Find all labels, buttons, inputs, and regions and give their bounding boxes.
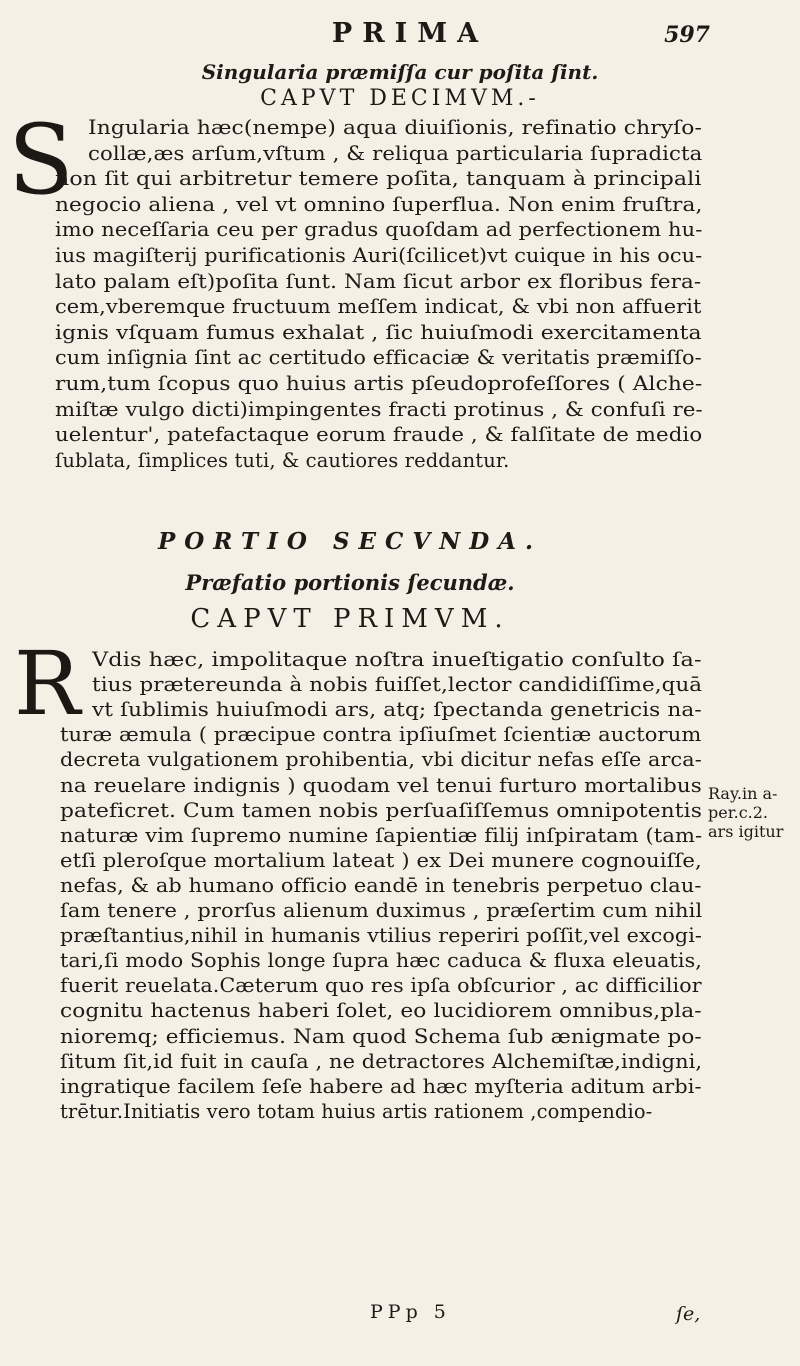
para1-line: cum inſignia ſint ac certitudo efficaciæ & veritatis præmiſſo- [55, 346, 702, 370]
preface-heading: Præfatio portionis ſecundæ. [185, 570, 515, 595]
para2-line: naturæ vim ſupremo numine ſapientiæ filij inſpiratam (tam- [60, 823, 703, 847]
para2-line: na reuelare indignis ) quodam vel tenui furturo mortalibus [60, 773, 702, 797]
page-number: 597 [664, 22, 710, 48]
para2-line: ſitum ſit,id fuit in cauſa , ne detractores Alchemiſtæ,indigni, [60, 1049, 703, 1073]
section-heading-portio: PORTIO SECVNDA. [157, 528, 543, 555]
para2-line: trētur.Initiatis vero totam huius artis rationem ,compendio- [60, 1099, 653, 1123]
margin-note-line: ars igitur [708, 822, 784, 841]
para2-line: tari,ſi modo Sophis longe ſupra hæc caduca & fluxa eleuatis, [60, 949, 702, 973]
para1-line: lato palam eſt)poſita ſunt. Nam ſicut arbor ex floribus fera- [55, 269, 702, 293]
para2-line: turæ æmula ( præcipue contra ipſiuſmet ſcientiæ auctorum [60, 723, 702, 747]
para2-line: ſam tenere , prorſus alienum duximus , præſertim cum nihil [60, 899, 703, 922]
para2-line: vt ſublimis huiuſmodi ars, atq; ſpectanda genetricis na- [92, 698, 702, 722]
para2-line: tius prætereunda à nobis fuiſſet,lector candidiſſime,quā [92, 673, 703, 697]
catchword: ſe, [676, 1303, 701, 1325]
margin-note-line: Ray.in a- [708, 784, 778, 803]
drop-cap-r: R [14, 632, 81, 735]
para1-line: imo neceſſaria ceu per gradus quoſdam ad perfectionem hu- [55, 218, 703, 242]
para1-line: cem,vberemque fructuum meſſem indicat, & vbi non affuerit [55, 295, 702, 319]
para2-line: nioremq; efficiemus. Nam quod Schema ſub ænigmate po- [60, 1024, 702, 1048]
para1-line: ignis vſquam fumus exhalat , ſic huiuſmodi exercitamenta [55, 320, 702, 344]
para2-line: decreta vulgationem prohibentia, vbi dicitur nefas eſſe arca- [60, 748, 702, 772]
chapter-heading-2: CAPVT PRIMVM. [190, 604, 510, 634]
para1-line: collæ,æs arſum,vſtum , & reliqua particularia ſupradicta [88, 141, 703, 165]
para1-line: uelentur', patefactaque eorum fraude , & falſitate de medio [55, 423, 703, 447]
para2-line: præſtantius,nihil in humanis vtilius reperiri poſſit,vel excogi- [60, 924, 703, 948]
para1-line: rum,tum ſcopus quo huius artis pſeudoprofeſſores ( Alche- [55, 372, 703, 395]
margin-note-line: per.c.2. [708, 803, 768, 822]
running-head-title: PRIMA [331, 18, 489, 49]
para1-line: miſtæ vulgo dicti)impingentes fracti protinus , & confuſi re- [55, 397, 703, 421]
para1-line: ſublata, ſimplices tuti, & cautiores reddantur. [55, 448, 510, 472]
para2-line: Vdis hæc, impolitaque noſtra inueſtigatio conſulto ſa- [92, 648, 702, 671]
signature-mark: PPp 5 [370, 1301, 451, 1323]
para1-line: Ingularia hæc(nempe) aqua diuiſionis, refinatio chryſo- [88, 116, 702, 139]
para1-line: ius magiſterij purificationis Auri(ſcilicet)vt cuique in his ocu- [55, 244, 703, 267]
chapter-subheading: Singularia præmiſſa cur poſita ſint. [201, 60, 599, 84]
drop-cap-s: S [8, 104, 74, 216]
running-head [110, 18, 710, 58]
chapter-heading: CAPVT DECIMVM.- [260, 86, 540, 111]
para1-line: negocio aliena , vel vt omnino ſuperflua. Non enim fruſtra, [55, 192, 703, 216]
para2-line: nefas, & ab humano officio eandē in tenebris perpetuo clau- [60, 873, 702, 897]
para2-line: etſi pleroſque mortalium lateat ) ex Dei munere cognouiſſe, [60, 848, 702, 872]
para1-line: non ſit qui arbitretur temere poſita, tanquam à principali [55, 167, 702, 191]
para2-line: fuerit reuelata.Cæterum quo res ipſa obſcurior , ac difficilior [60, 974, 702, 998]
para2-line: cognitu hactenus haberi ſolet, eo lucidiorem omnibus,pla- [60, 999, 702, 1023]
para2-line: pateficret. Cum tamen nobis perſuaſiſſemus omnipotentis [60, 798, 703, 822]
para2-line: ingratique facilem ſeſe habere ad hæc myſteria aditum arbi- [60, 1074, 702, 1098]
